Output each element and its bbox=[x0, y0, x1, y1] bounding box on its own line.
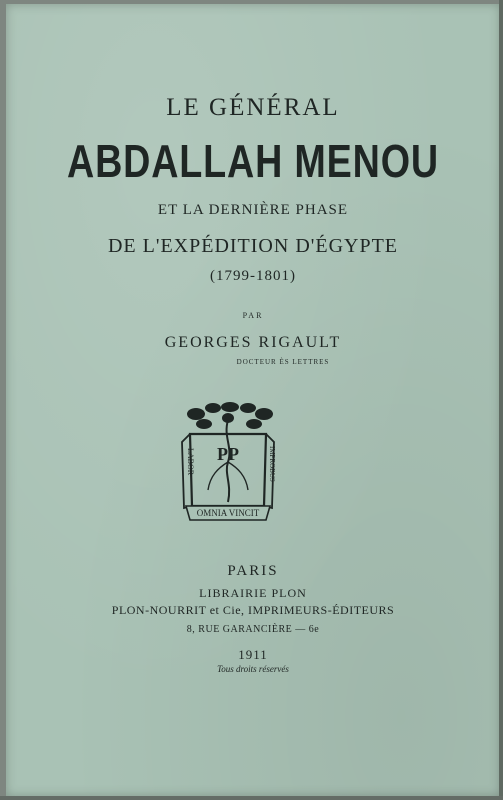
publisher-address: 8, RUE GARANCIÈRE — 6e bbox=[186, 624, 320, 635]
emblem-left-motto: LABOR bbox=[186, 448, 195, 476]
page-edge-right bbox=[499, 0, 503, 800]
author-degree: DOCTEUR ÈS LETTRES bbox=[236, 358, 330, 366]
emblem-monogram: PP bbox=[217, 444, 239, 464]
book-cover bbox=[6, 4, 500, 796]
years-range: (1799-1801) bbox=[210, 268, 296, 284]
title-line-1: LE GÉNÉRAL bbox=[166, 94, 340, 121]
publisher-device-icon bbox=[178, 402, 278, 524]
page-edge-bottom bbox=[0, 796, 503, 800]
emblem-right-motto: IMPROBUS bbox=[268, 446, 276, 482]
author-name: GEORGES RIGAULT bbox=[164, 334, 342, 351]
printer-name: PLON-NOURRIT et Cie, IMPRIMEURS-ÉDITEURS bbox=[111, 603, 395, 617]
by-label: PAR bbox=[242, 311, 264, 320]
rights-notice: Tous droits réservés bbox=[217, 664, 289, 674]
publisher-name: LIBRAIRIE PLON bbox=[199, 586, 307, 600]
publication-city: PARIS bbox=[227, 563, 279, 579]
subtitle-line-1: ET LA DERNIÈRE PHASE bbox=[157, 202, 349, 218]
publication-year: 1911 bbox=[238, 647, 268, 662]
foliage-icon bbox=[187, 402, 273, 429]
title-line-2: ABDALLAH MENOU bbox=[67, 135, 439, 187]
emblem-bottom-motto: OMNIA VINCIT bbox=[196, 508, 260, 518]
subtitle-line-2: DE L'EXPÉDITION D'ÉGYPTE bbox=[107, 235, 399, 257]
